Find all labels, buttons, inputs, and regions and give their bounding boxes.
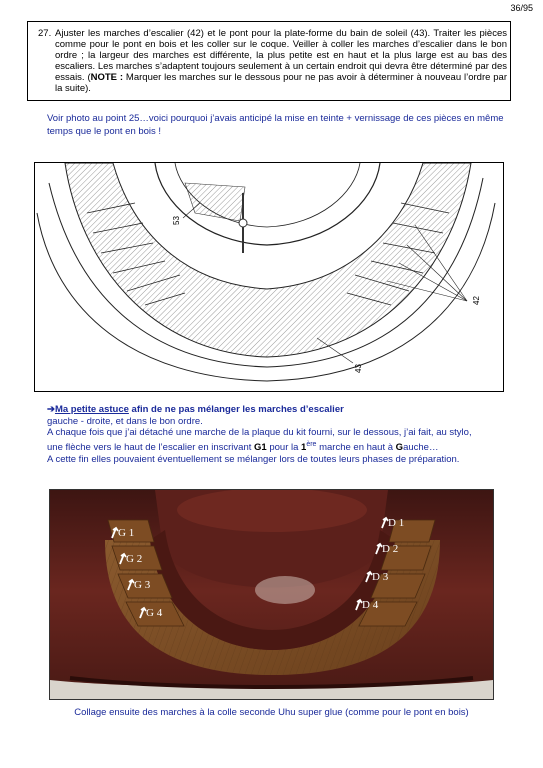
tip-title-underlined: Ma petite astuce xyxy=(54,404,129,415)
tip-ere: ère xyxy=(306,440,317,448)
step-text-main: Ajuster les marches d’escalier (42) et le pont pour la plate-forme du bain de soleil (43). Traiter les pièces comme pour le pont en bois et les coller sur le coque. Veiller à coller les marches d’escalier dans le bon ordre ; la largeur des marches est différente, la plus petite est en haut et la plus large est au bas des escaliers. Les marches s’adaptent toujours seulement à un certain endroit qui devra être déterminé par des essais. ( xyxy=(55,28,507,83)
photo-caption: Collage ensuite des marches à la colle seconde Uhu super glue (comme pour le pont en bois) xyxy=(74,707,469,718)
tip-g1: G1 xyxy=(254,441,267,453)
tip-line-3-a: une flèche vers le haut de l’escalier en inscrivant xyxy=(47,441,255,453)
mark-d2: D 2 xyxy=(382,543,399,555)
technical-drawing xyxy=(34,162,504,392)
mark-g2: G 2 xyxy=(126,553,143,565)
tip-title-rest: afin de ne pas mélanger les marches d’escalier xyxy=(128,404,344,415)
label-42: 42 xyxy=(472,296,481,305)
tip-title xyxy=(47,404,517,416)
tip-line-2: A chaque fois que j’ai détaché une marche de la plaque du kit fourni, sur le dessous, j’ai fait, au stylo, xyxy=(47,427,472,439)
mark-d1: D 1 xyxy=(388,517,405,529)
mark-d4: D 4 xyxy=(362,599,379,611)
tip-line-1: gauche - droite, et dans le bon ordre. xyxy=(47,415,203,427)
tip-G: G xyxy=(395,441,404,453)
mark-g4: G 4 xyxy=(146,607,163,619)
tip-line-3-c: marche en haut à xyxy=(316,441,396,453)
note-label: NOTE : xyxy=(90,72,124,83)
tip-section xyxy=(47,404,517,465)
page-number: 36/95 xyxy=(510,3,533,13)
tip-first: 1 xyxy=(301,441,307,453)
step-number: 27. xyxy=(38,28,52,39)
label-43: 43 xyxy=(354,364,363,373)
mark-g3: G 3 xyxy=(134,579,151,591)
tip-line-3-d: auche… xyxy=(403,441,439,453)
step-text xyxy=(55,28,507,94)
tip-line-4: A cette fin elles pouvaient éventuellement se mélanger lors de toutes leurs phases de préparation. xyxy=(47,453,460,465)
tip-line-3 xyxy=(47,439,517,454)
mark-g1: G 1 xyxy=(118,527,135,539)
intro-text: Voir photo au point 25…voici pourquoi j’avais anticipé la mise en teinte + vernissage de ces pièces en même temps que le pont en bois ! xyxy=(47,113,504,137)
arrow-icon: ➔ xyxy=(47,404,55,415)
tip-line-3-b: pour la xyxy=(266,441,302,453)
deck-drawing-svg xyxy=(35,163,503,391)
stairs-photo xyxy=(49,489,494,700)
step-text-note: Marquer les marches sur le dessous pour ne pas avoir à déterminer à nouveau l’ordre par la suite). xyxy=(55,72,507,94)
photo-svg xyxy=(50,490,493,699)
label-53: 53 xyxy=(172,216,181,225)
instruction-box xyxy=(27,21,511,101)
mark-d3: D 3 xyxy=(372,571,389,583)
